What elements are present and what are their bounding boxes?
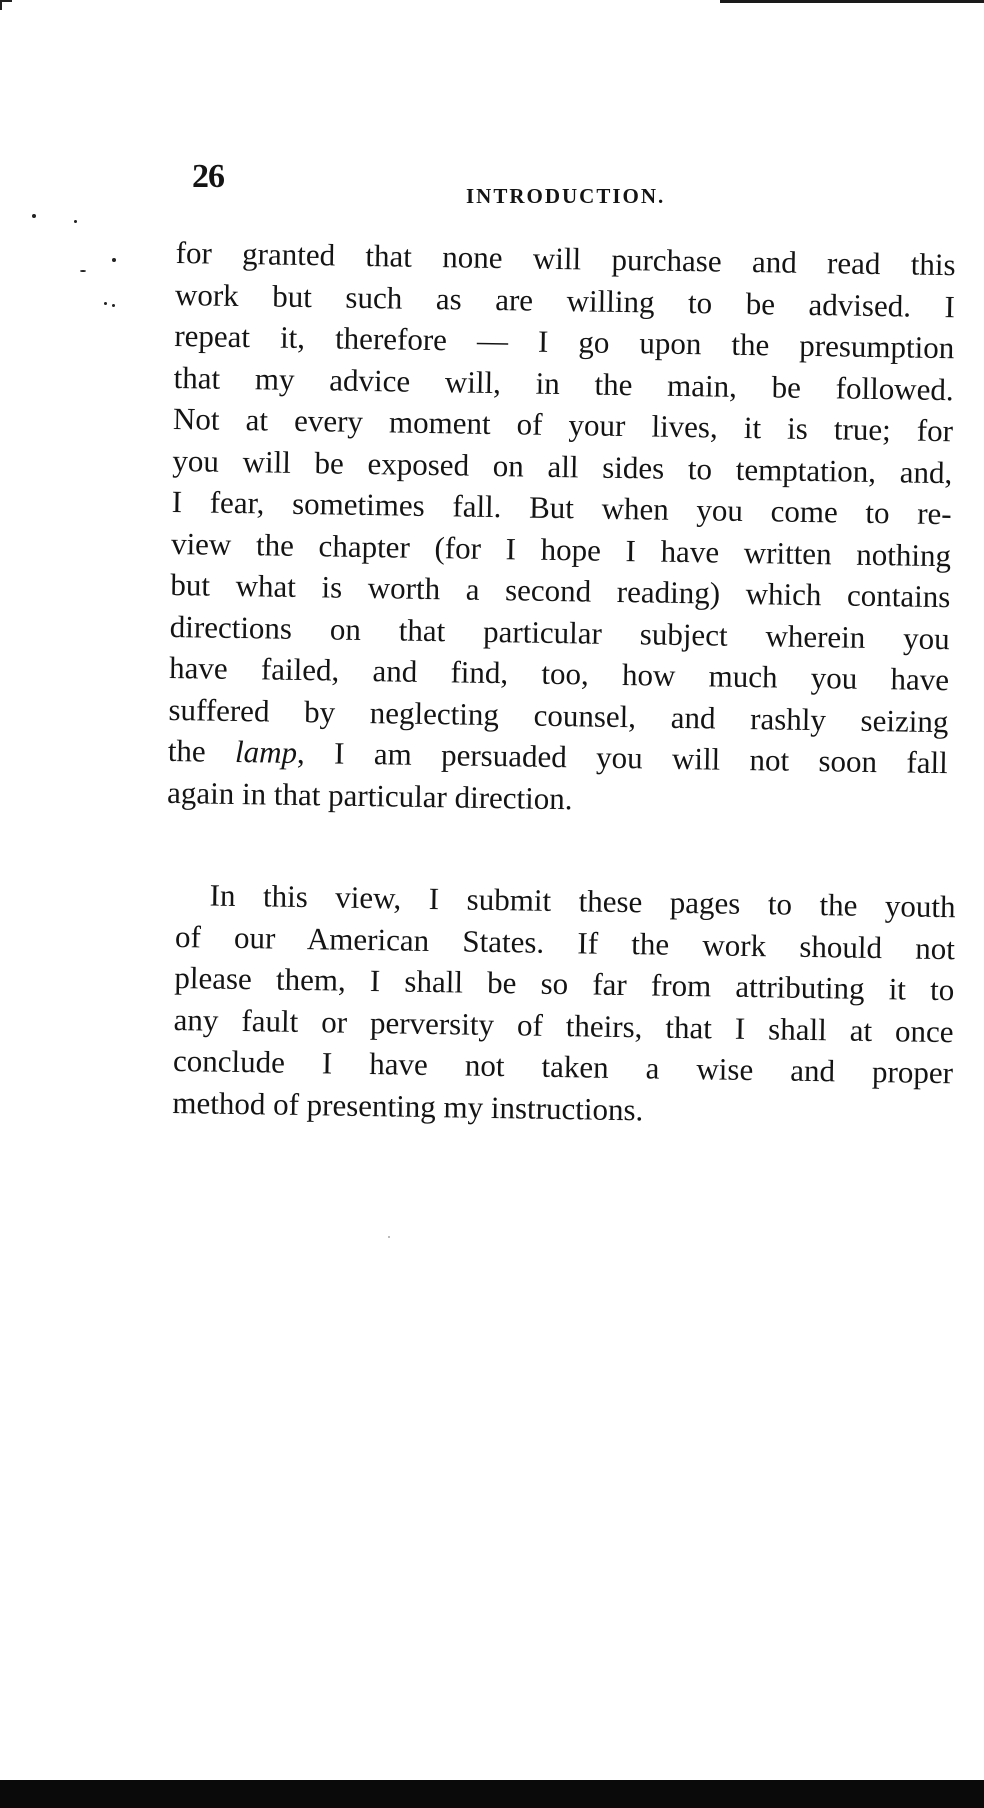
paragraph-2 [172,874,956,1135]
text-line: any fault or perversity of theirs, that I shall at once [173,1001,954,1049]
margin-speck [80,270,86,272]
text-line: method of presenting my instructions. [172,1084,644,1127]
italic-word: lamp [234,733,298,770]
margin-speck [32,214,36,218]
running-head: INTRODUCTION. [466,184,666,208]
text-line: conclude I have not taken a wise and proper [172,1042,954,1091]
text-line: but what is worth a second reading) which contains [170,566,951,615]
margin-speck [112,258,116,262]
text-line: of our American States. If the work should not [174,918,956,966]
text-line: I fear, sometimes fall. But when you come to re- [171,483,952,532]
text-line: directions on that particular subject wherein you [169,608,950,656]
margin-speck [74,220,77,223]
paragraph-1 [167,232,956,825]
paper-speck [388,1236,390,1238]
text-fragment: the [167,732,236,769]
text-line: Not at every moment of your lives, it is true; for [172,400,954,449]
top-edge-rule [720,0,984,3]
text-line: view the chapter (for I hope I have written nothing [170,525,952,573]
text-line: again in that particular direction. [166,774,573,816]
text-line: have failed, and find, too, how much you have [168,649,950,698]
text-line: repeat it, therefore — I go upon the presumption [174,317,955,366]
margin-speck [112,304,115,307]
page-number: 26 [192,158,224,195]
text-line: suffered by neglecting counsel, and rashly seizing [168,691,949,739]
text-fragment: , I am persuaded you will not soon fall [296,734,949,781]
text-line: you will be exposed on all sides to temptation, and, [172,442,953,490]
text-line: work but such as are willing to be advised. I [174,276,956,324]
text-line: that my advice will, in the main, be followed. [173,359,954,407]
corner-mark [0,0,12,10]
text-line: for granted that none will purchase and read this [175,234,956,283]
text-line: In this view, I submit these pages to the youth [209,877,956,925]
margin-speck [104,302,107,305]
scan-bottom-band [0,1780,984,1808]
text-line: please them, I shall be so far from attributing it to [174,959,955,1008]
